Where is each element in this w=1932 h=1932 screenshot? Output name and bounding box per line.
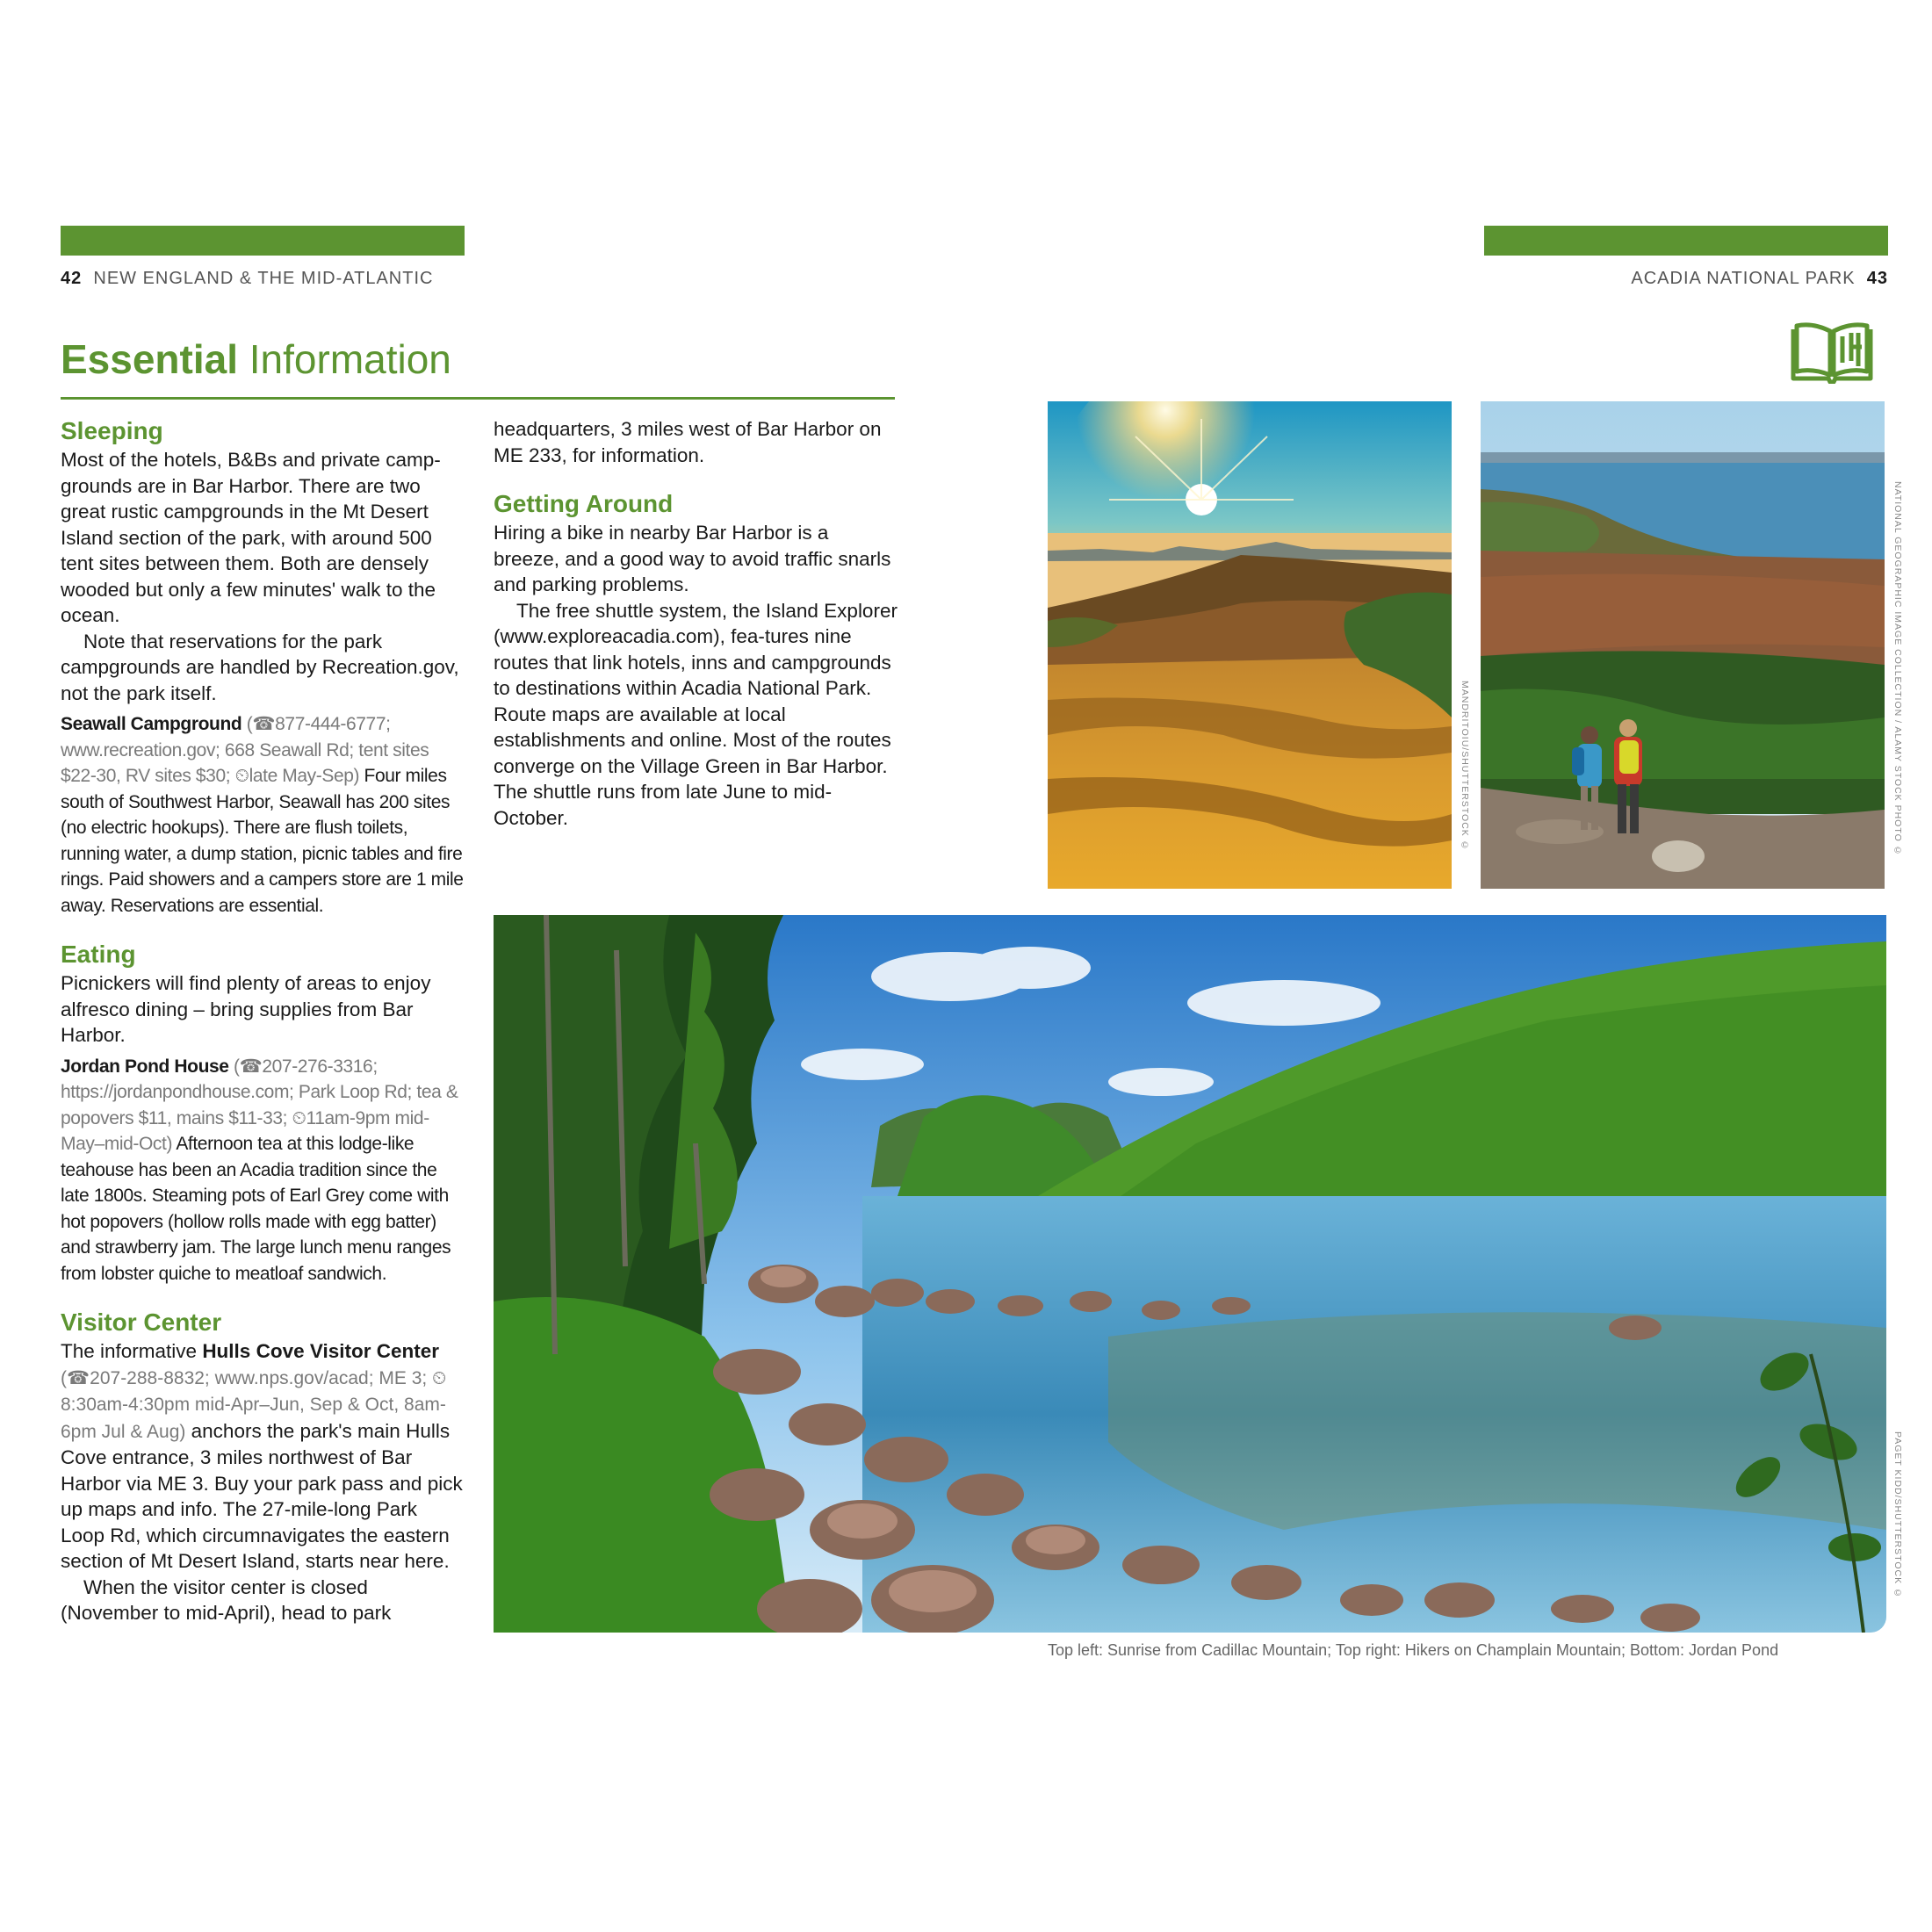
seawall-description: Four miles south of Southwest Harbor, Seawall has 200 sites (no electric hookups). There are flush toilets, running water, a dump station, picnic tables and fire rings. Paid showers and a campers store are 1 mile away. Reservations are essential. bbox=[61, 766, 464, 916]
photo-hikers-champlain bbox=[1481, 401, 1885, 889]
credit-top-right: NATIONAL GEOGRAPHIC IMAGE COLLECTION / ALAMY STOCK PHOTO © bbox=[1892, 481, 1903, 857]
jordan-pond-listing bbox=[61, 1054, 465, 1287]
text-column-2 bbox=[494, 416, 898, 831]
eating-heading: Eating bbox=[61, 941, 136, 968]
page-title bbox=[61, 335, 451, 383]
right-running-head bbox=[1631, 269, 1888, 289]
visitor-center-paragraph-2-part2: headquarters, 3 miles west of Bar Harbor on ME 233, for information. bbox=[494, 418, 882, 466]
sleeping-paragraph-2: Note that reservations for the park campgrounds are handled by Recreation.gov, not the park itself. bbox=[61, 630, 459, 704]
left-page-number: 42 bbox=[61, 269, 83, 288]
getting-around-paragraph-2: The free shuttle system, the Island Explorer (www.exploreacadia.com), fea-tures nine routes that link hotels, inns and campgrounds to destinations within Acadia National Park. Route maps are available at local establishments and online. Most of the routes converge on the Village Green in Bar Harbor. The shuttle runs from late June to mid-October. bbox=[494, 599, 898, 829]
visitor-center-paragraph-2-part1: When the visitor center is closed (November to mid-April), head to park bbox=[61, 1575, 392, 1624]
title-bold: Essential bbox=[61, 336, 238, 382]
eating-paragraph-1: Picnickers will find plenty of areas to enjoy alfresco dining – bring supplies from Bar Harbor. bbox=[61, 972, 431, 1046]
credit-bottom: PAGET KIDD/SHUTTERSTOCK © bbox=[1892, 1431, 1903, 1600]
jordan-pond-description: Afternoon tea at this lodge-like teahouse has been an Acadia tradition since the late 1800s. Steaming pots of Earl Grey come with hot popovers (hollow rolls made with egg batter) and strawberry jam. The large lunch menu ranges from lobster quiche to meatloaf sandwich. bbox=[61, 1134, 451, 1284]
left-section-title: NEW ENGLAND & THE MID-ATLANTIC bbox=[93, 269, 434, 288]
right-section-title: ACADIA NATIONAL PARK bbox=[1631, 269, 1856, 288]
book-map-icon bbox=[1788, 321, 1876, 384]
credit-top-left: MANDRITOIU/SHUTTERSTOCK © bbox=[1460, 681, 1470, 852]
title-light: Information bbox=[249, 336, 451, 382]
visitor-center-paragraph-1 bbox=[61, 1338, 465, 1575]
visitor-center-lead: The informative bbox=[61, 1340, 203, 1362]
photo-sunrise-cadillac bbox=[1048, 401, 1452, 889]
photo-caption: Top left: Sunrise from Cadillac Mountain; Top right: Hikers on Champlain Mountain; Bottom: Jordan Pond bbox=[1048, 1641, 1779, 1659]
visitor-center-info: (☎207-288-8832; www.nps.gov/acad; ME 3; ⏲8:30am-4:30pm mid-Apr–Jun, Sep & Oct, 8am-6pm Jul & Aug) bbox=[61, 1367, 447, 1442]
jordan-pond-name: Jordan Pond House bbox=[61, 1056, 229, 1077]
text-column-1 bbox=[61, 416, 465, 1627]
getting-around-heading: Getting Around bbox=[494, 490, 674, 517]
seawall-name: Seawall Campground bbox=[61, 714, 242, 734]
seawall-info: (☎877-444-6777; www.recreation.gov; 668 Seawall Rd; tent sites $22-30, RV sites $30; ⏲late May-Sep) bbox=[61, 714, 429, 786]
left-header-bar bbox=[61, 226, 465, 256]
photo-jordan-pond bbox=[494, 915, 1886, 1633]
visitor-center-heading: Visitor Center bbox=[61, 1308, 222, 1336]
sleeping-heading: Sleeping bbox=[61, 417, 163, 444]
sleeping-paragraph-1: Most of the hotels, B&Bs and private camp-grounds are in Bar Harbor. There are two great rustic campgrounds in the Mt Desert Island section of the park, with around 500 tent sites between them. Both are densely wooded but only a few minutes' walk to the ocean. bbox=[61, 449, 441, 626]
getting-around-paragraph-1: Hiring a bike in nearby Bar Harbor is a breeze, and a good way to avoid traffic snarls and parking problems. bbox=[494, 522, 891, 595]
visitor-center-rest: anchors the park's main Hulls Cove entrance, 3 miles northwest of Bar Harbor via ME 3. Buy your park pass and pick up maps and info. The 27-mile-long Park Loop Rd, which circumnavigates the eastern section of Mt Desert Island, starts near here. bbox=[61, 1419, 463, 1572]
title-rule bbox=[61, 397, 895, 400]
left-running-head bbox=[61, 269, 433, 289]
jordan-pond-info: (☎207-276-3316; https://jordanpondhouse.com; Park Loop Rd; tea & popovers $11, mains $11-33; ⏲11am-9pm mid-May–mid-Oct) bbox=[61, 1056, 458, 1154]
visitor-center-continuation bbox=[494, 416, 898, 468]
right-page-number: 43 bbox=[1866, 269, 1888, 288]
seawall-listing bbox=[61, 711, 465, 919]
visitor-center-name: Hulls Cove Visitor Center bbox=[202, 1340, 439, 1362]
right-header-bar bbox=[1484, 226, 1888, 256]
